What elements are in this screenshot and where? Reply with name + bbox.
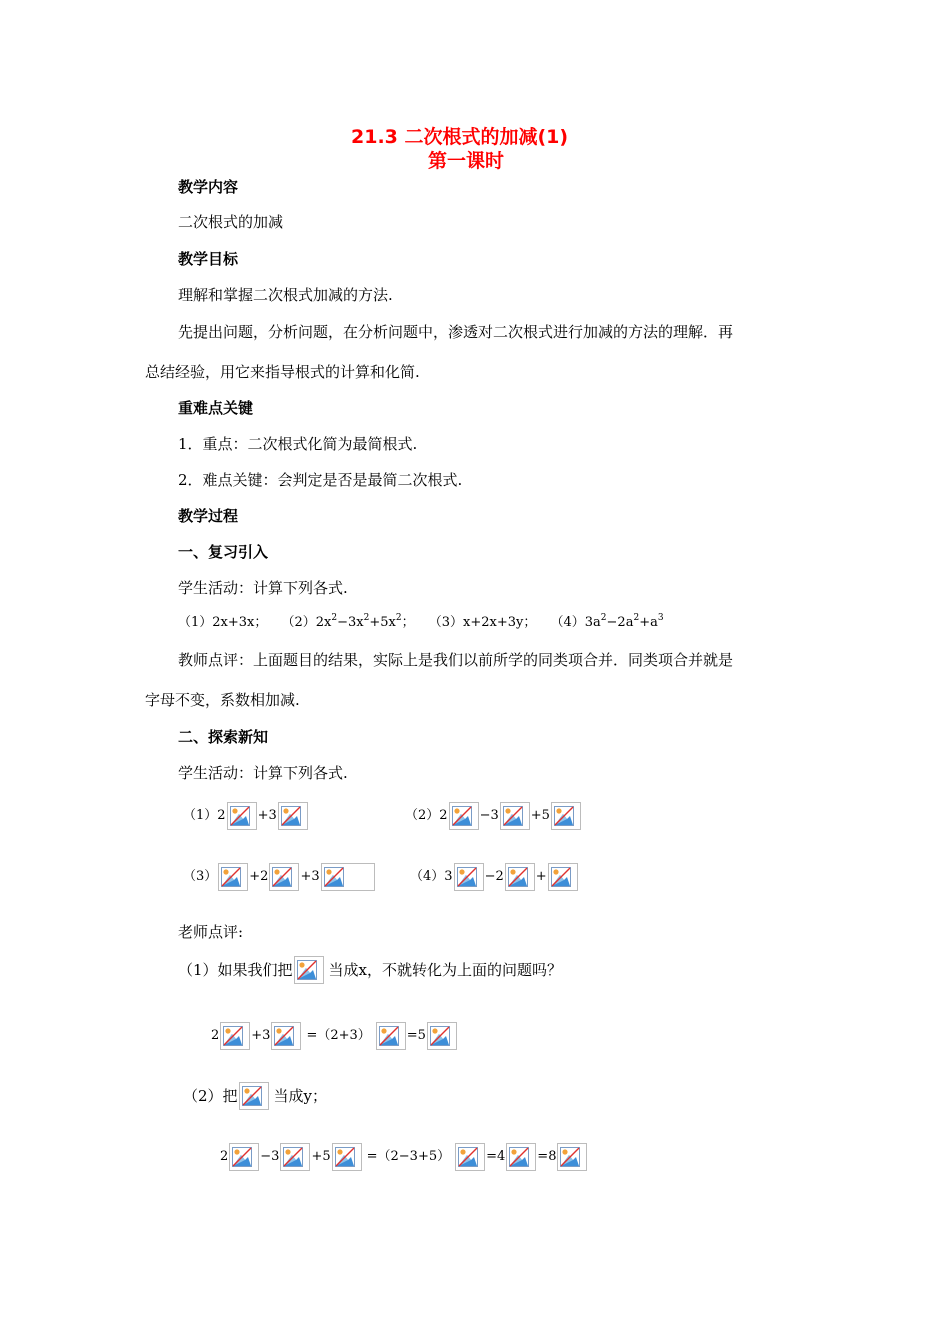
review-exercise-3: （3）x+2x+3y； [428, 615, 537, 630]
explanation-equation-1: 2 +3 =（2+3） =5 [211, 1022, 458, 1050]
broken-image-icon [269, 863, 299, 891]
page-title: 21.3 二次根式的加减(1) [351, 126, 569, 148]
heading-key-points: 重难点关键 [178, 399, 254, 417]
heading-teaching-content: 教学内容 [178, 178, 239, 196]
explore-activity: 学生活动：计算下列各式. [178, 764, 348, 782]
method-text-line2: 总结经验，用它来指导根式的计算和化简. [145, 363, 420, 381]
review-exercise-1: （1）2x+3x； [178, 615, 268, 630]
broken-image-icon [505, 863, 535, 891]
broken-image-icon [506, 1143, 536, 1171]
key-point-2: 2．难点关键：会判定是否是最简二次根式. [178, 471, 463, 489]
broken-image-icon [294, 956, 324, 984]
explore-exercise-3: （3） +2 +3 [183, 863, 376, 891]
broken-image-icon [229, 1143, 259, 1171]
explanation-item-1: （1）如果我们把 当成x，不就转化为上面的问题吗？ [178, 956, 562, 984]
review-exercise-4: $(4)3a^2-2a^2+a^3$ [550, 613, 664, 630]
teacher-comment-line1: 教师点评：上面题目的结果，实际上是我们以前所学的同类项合并．同类项合并就是 [178, 651, 734, 669]
broken-image-icon [500, 802, 530, 830]
teacher-comment-label: 老师点评: [178, 923, 244, 941]
broken-image-icon [332, 1143, 362, 1171]
heading-review: 一、复习引入 [178, 543, 269, 561]
explanation-equation-2: 2 −3 +5 =（2−3+5） =4 =8 [220, 1143, 588, 1171]
broken-image-icon [239, 1082, 269, 1110]
broken-image-icon [455, 1143, 485, 1171]
review-exercise-2: $(2)2x^2-3x^2+5x^2$； [281, 613, 415, 630]
key-point-1: 1．重点：二次根式化简为最简根式. [178, 435, 418, 453]
broken-image-icon [220, 1022, 250, 1050]
broken-image-icon [271, 1022, 301, 1050]
explore-exercise-1: （1） 2 +3 [183, 802, 309, 830]
broken-image-icon [557, 1143, 587, 1171]
broken-image-icon [376, 1022, 406, 1050]
explore-exercise-4: （4） 3 −2 + [410, 863, 579, 891]
broken-image-icon [551, 802, 581, 830]
broken-image-icon [454, 863, 484, 891]
broken-image-icon [427, 1022, 457, 1050]
broken-image-icon [278, 802, 308, 830]
teaching-goals-text: 理解和掌握二次根式加减的方法. [178, 286, 393, 304]
review-exercises [178, 613, 664, 633]
teaching-content-text: 二次根式的加减 [178, 213, 284, 231]
broken-image-icon [280, 1143, 310, 1171]
review-activity: 学生活动：计算下列各式. [178, 579, 348, 597]
teacher-comment-line2: 字母不变，系数相加减. [145, 691, 300, 709]
heading-teaching-process: 教学过程 [178, 507, 239, 525]
method-text-line1: 先提出问题，分析问题，在分析问题中，渗透对二次根式进行加减的方法的理解．再 [178, 323, 734, 341]
heading-teaching-goals: 教学目标 [178, 250, 239, 268]
heading-explore: 二、探索新知 [178, 728, 269, 746]
broken-image-icon [218, 863, 248, 891]
explore-exercise-2: （2） 2 −3 +5 [405, 802, 582, 830]
explanation-item-2: （2）把 当成y； [183, 1082, 327, 1110]
page-subtitle: 第一课时 [428, 150, 505, 172]
broken-image-icon [548, 863, 578, 891]
broken-image-icon [227, 802, 257, 830]
broken-image-icon [449, 802, 479, 830]
broken-image-icon [321, 863, 375, 891]
